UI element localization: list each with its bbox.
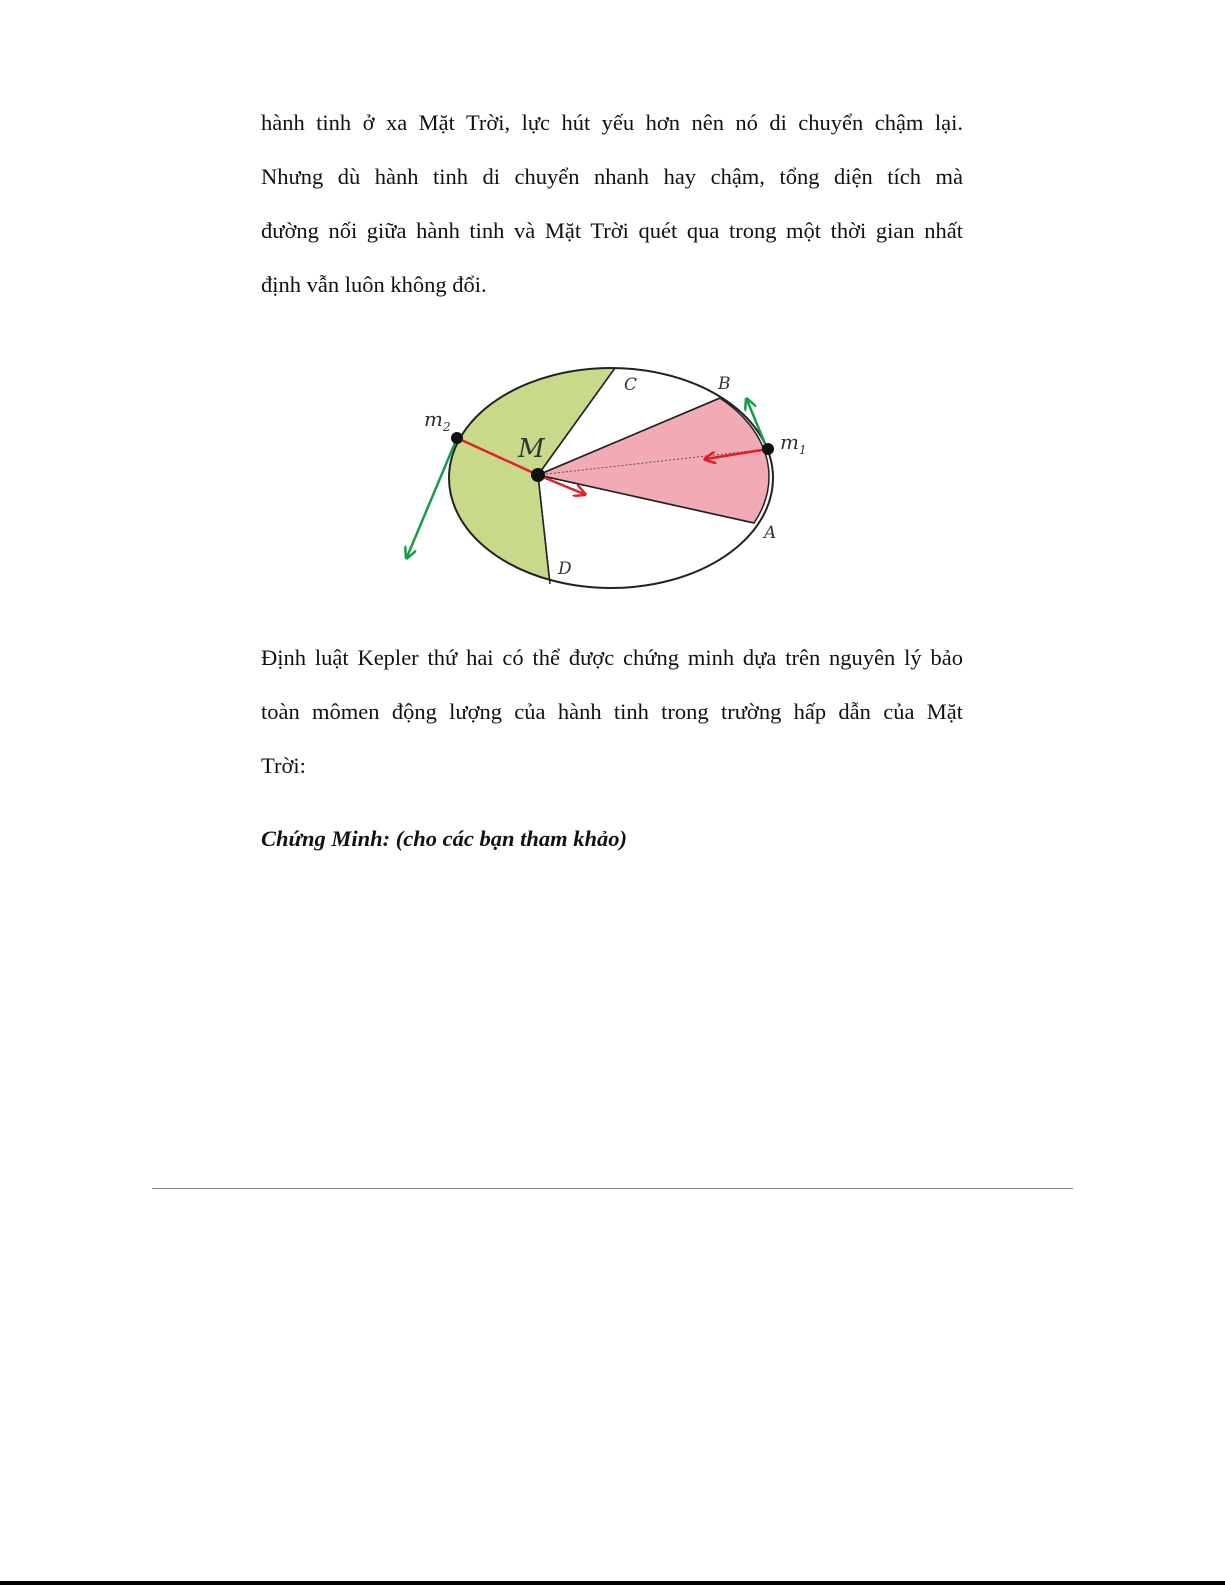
paragraph-line: Định luật Kepler thứ hai có thể được chứng minh dựa trên nguyên lý bảo <box>261 645 963 670</box>
label-m2 <box>424 407 451 434</box>
label-d: D <box>558 559 572 579</box>
paragraph-line: toàn mômen động lượng của hành tinh trong trường hấp dẫn của Mặt <box>261 699 963 724</box>
sun-body-m <box>531 468 545 482</box>
planet-m1 <box>762 443 774 455</box>
proof-heading: Chứng Minh: (cho các bạn tham khảo) <box>261 826 628 851</box>
kepler-second-law-diagram <box>398 360 828 600</box>
planet-m2 <box>451 432 463 444</box>
label-a: A <box>764 523 777 543</box>
label-c: C <box>624 375 638 395</box>
label-b: B <box>718 374 731 394</box>
paragraph-line: đường nối giữa hành tinh và Mặt Trời quét qua trong một thời gian nhất <box>261 218 963 243</box>
label-m1-base: m <box>780 430 799 454</box>
paragraph-kepler-proof-intro <box>261 631 963 793</box>
label-m-sun: M <box>518 434 545 464</box>
label-m1-subscript: 1 <box>798 443 807 457</box>
paragraph-line: Nhưng dù hành tinh di chuyển nhanh hay chậm, tổng diện tích mà <box>261 164 963 189</box>
page-bottom-edge <box>0 1581 1225 1585</box>
footer-divider <box>152 1188 1073 1189</box>
velocity-arrow-m2 <box>407 438 457 557</box>
label-m1 <box>780 430 807 457</box>
label-m2-base: m <box>424 407 443 431</box>
label-m2-subscript: 2 <box>442 420 451 434</box>
paragraph-line: Trời: <box>261 753 306 778</box>
paragraph-kepler-description <box>261 96 963 312</box>
paragraph-line: định vẫn luôn không đổi. <box>261 272 487 297</box>
paragraph-line: hành tinh ở xa Mặt Trời, lực hút yếu hơn nên nó di chuyển chậm lại. <box>261 110 963 135</box>
